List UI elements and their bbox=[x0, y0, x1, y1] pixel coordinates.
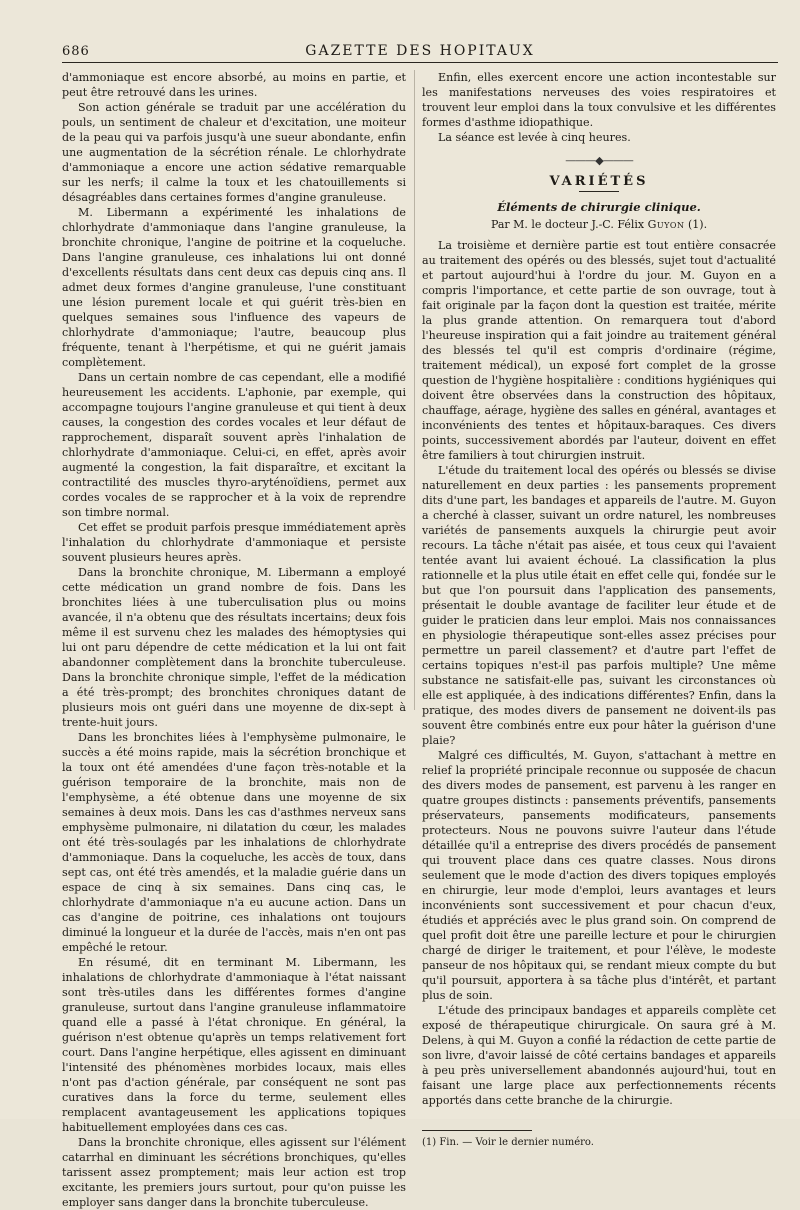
paragraph: Dans les bronchites liées à l'emphysème pulmonaire, le succès a été moins rapide, mais la sécrétion bronchique et la toux ont été amendées d'une façon très-notable et la guérison temporaire de la bronchite, mais non de l'emphysème, a été obtenue dans une moyenne de six semaines à deux mois. Dans les cas d'asthmes nerveux sans emphysème pulmonaire, ni dilatation du cœur, les malades ont été très-soulagés par les inhalations de chlorhydrate d'ammoniaque. Dans la coqueluche, les accès de toux, dans sept cas, ont été très amendés, et la maladie guérie dans un espace de cinq à six semaines. Dans cinq cas, le chlorhydrate d'ammoniaque n'a eu aucune action. Dans un cas d'angine de poitrine, ces inhalations ont toujours diminué la longueur et la durée de l'accès, mais n'en ont pas empêché le retour. bbox=[62, 731, 406, 954]
page-number: 686 bbox=[62, 44, 90, 59]
paragraph: Dans un certain nombre de cas cependant, elle a modifié heureusement les accidents. L'aphonie, par exemple, qui accompagne toujours l'angine granuleuse et qui tient à deux causes, la congestion des cordes vocales et leur défaut de rapprochement, disparaît souvent après l'inhalation de chlorhydrate d'ammoniaque. Celui-ci, en effet, après avoir augmenté la congestion, la fait disparaître, et excitant la contractilité des muscles thyro-aryténoïdiens, permet aux cordes vocales de se rapprocher et à la voix de reprendre son timbre normal. bbox=[62, 371, 406, 519]
article-title: Éléments de chirurgie clinique. bbox=[497, 200, 701, 214]
byline-note: (1). bbox=[687, 218, 708, 231]
paragraph: L'étude des principaux bandages et appareils complète cet exposé de thérapeutique chirurgicale. On saura gré à M. Delens, à qui M. Guyon a confié la rédaction de cette partie de son livre, d'avoir laissé de côté certains bandages et appareils à peu près universellement abandonnés aujourd'hui, tout en faisant une large place aux perfectionnements récents apportés dans cette branche de la chirurgie. bbox=[422, 1004, 776, 1107]
paragraph: Enfin, elles exercent encore une action incontestable sur les manifestations nerveuses des voies respiratoires et trouvent leur emploi dans la toux convulsive et les différentes formes d'asthme idiopathique. bbox=[422, 71, 776, 129]
paragraph: Dans la bronchite chronique, elles agissent sur l'élément catarrhal en diminuant les sécrétions bronchiques, qu'elles tarissent assez promptement; mais leur action est trop excitante, les premiers jours surtout, pour qu'on puisse les employer sans danger dans la bronchite tuberculeuse. bbox=[62, 1136, 406, 1209]
paragraph: Dans la bronchite chronique, M. Libermann a employé cette médication un grand nombre de fois. Dans les bronchites liées à une tuberculisation plus ou moins avancée, il n'a obtenu que des résultats incertains; deux fois même il est survenu chez les malades des hémoptysies qui lui ont paru dépendre de cette médication et la lui ont fait abandonner complètement dans la bronchite tuberculeuse. Dans la bronchite chronique simple, l'effet de la médication a été très-prompt; des bronchites chroniques datant de plusieurs mois ont guéri dans une moyenne de dix-sept à trente-huit jours. bbox=[62, 566, 406, 729]
paragraph: La troisième et dernière partie est tout entière consacrée au traitement des opérés ou des blessés, sujet tout d'actualité et partout aujourd'hui à l'ordre du jour. M. Guyon en a compris l'importance, et cette partie de son ouvrage, tout à fait originale par la façon dont la question est traitée, mérite la plus grande attention. On remarquera tout d'abord l'heureuse inspiration qui a fait joindre au traitement général des blessés tel qu'il est compris d'ordinaire (régime, traitement médical), un exposé fort complet de la grosse question de l'hygiène hospitalière : conditions hygiéniques qui doivent être observées dans la construction des hôpitaux, chauffage, aérage, hygiène des salles en général, avantages et inconvénients des tentes et hôpitaux-baraques. Ces divers points, successivement abordés par l'auteur, doivent en effet être familiers à tout chirurgien instruit. bbox=[422, 239, 776, 462]
paragraph: M. Libermann a expérimenté les inhalations de chlorhydrate d'ammoniaque dans l'angine granuleuse, la bronchite chronique, l'angine de poitrine et la coqueluche. Dans l'angine granuleuse, ces inhalations lui ont donné d'excellents résultats dans cent deux cas depuis cinq ans. Il admet deux formes d'angine granuleuse, l'une constituant une lésion purement locale et qui guérit très-bien en quelques semaines sous l'influence des vapeurs de chlorhydrate d'ammoniaque; l'autre, beaucoup plus fréquente, tenant à l'herpétisme, et qui ne guérit jamais complètement. bbox=[62, 206, 406, 369]
byline bbox=[422, 217, 776, 232]
paragraph: En résumé, dit en terminant M. Libermann, les inhalations de chlorhydrate d'ammoniaque à l'état naissant sont très-utiles dans les différentes formes d'angine granuleuse, surtout dans l'angine granuleuse inflammatoire quand elle a passé à l'état chronique. En général, la guérison n'est obtenue qu'après un temps relativement fort court. Dans l'angine herpétique, elles agissent en diminuant l'intensité des phénomènes morbides locaux, mais elles n'ont pas d'action générale, par conséquent ne sont pas curatives dans la force du terme, seulement elles remplacent avantageusement les applications topiques habituellement employées dans ces cas. bbox=[62, 956, 406, 1134]
page-header bbox=[62, 40, 778, 63]
section-title: VARIÉTÉS bbox=[549, 174, 649, 189]
column-divider bbox=[414, 70, 415, 710]
footnote: (1) Fin. — Voir le dernier numéro. bbox=[422, 1137, 594, 1148]
section-rule bbox=[579, 191, 619, 192]
ornament-separator: ———◆——— bbox=[565, 154, 633, 167]
paragraph: Cet effet se produit parfois presque immédiatement après l'inhalation du chlorhydrate d'ammoniaque et persiste souvent plusieurs heures après. bbox=[62, 521, 406, 564]
running-title: GAZETTE DES HOPITAUX bbox=[305, 43, 535, 59]
right-column bbox=[422, 70, 776, 1150]
footnote-rule bbox=[422, 1130, 532, 1131]
paragraph: Son action générale se traduit par une accélération du pouls, un sentiment de chaleur et d'excitation, une moiteur de la peau qui va parfois jusqu'à une sueur abondante, enfin une augmentation de la sécrétion rénale. Le chlorhydrate d'ammoniaque a encore une action sédative remarquable sur les nerfs; il calme la toux et les chatouillements si désagréables dans certaines formes d'angine granuleuse. bbox=[62, 101, 406, 204]
session-closing: La séance est levée à cinq heures. bbox=[438, 131, 631, 144]
paragraph: Malgré ces difficultés, M. Guyon, s'attachant à mettre en relief la propriété principale reconnue ou supposée de chacun des divers modes de pansement, est parvenu à les ranger en quatre groupes distincts : pansements préventifs, pansements préservateurs, pansements modificateurs, pansements protecteurs. Nous ne pouvons suivre l'auteur dans l'étude détaillée qu'il a entreprise des divers procédés de pansement qui trouvent place dans ces quatre classes. Nous dirons seulement que le mode d'action des divers topiques employés en chirurgie, leur mode d'emploi, leurs avantages et leurs inconvénients sont successivement et pour chacun d'eux, étudiés et appréciés avec le plus grand soin. On comprend de quel profit doit être une pareille lecture et pour le chirurgien chargé de diriger le traitement, et pour l'élève, le modeste panseur de nos hôpitaux qui, se rendant mieux compte du but qu'il poursuit, apportera à sa tâche plus d'intérêt, et partant plus de soin. bbox=[422, 749, 776, 1002]
paragraph: d'ammoniaque est encore absorbé, au moins en partie, et peut être retrouvé dans les urines. bbox=[62, 71, 406, 99]
byline-prefix: Par M. le docteur J.-C. Félix bbox=[490, 218, 645, 231]
byline-author: Guyon bbox=[647, 218, 685, 231]
left-column bbox=[62, 70, 406, 1210]
paragraph: L'étude du traitement local des opérés ou blessés se divise naturellement en deux parties : les pansements proprement dits d'une part, les bandages et appareils de l'autre. M. Guyon a cherché à classer, suivant un ordre naturel, les nombreuses variétés de pansements auxquels la chirurgie peut avoir recours. La tâche n'était pas aisée, et tous ceux qui l'avaient tentée avant lui avaient échoué. La classification la plus rationnelle et la plus utile était en effet celle qui, fondée sur le but que l'on poursuit dans l'application des pansements, présentait le double avantage de faciliter leur étude et de guider le praticien dans leur emploi. Mais nos connaissances en physiologie thérapeutique sont-elles assez précises pour permettre un pareil classement? et d'autre part l'effet de certains topiques n'est-il pas parfois multiple? Une même substance ne satisfait-elle pas, suivant les circonstances où elle est appliquée, à des indications différentes? Enfin, dans la pratique, des modes divers de pansement ne doivent-ils pas souvent être combinés entre eux pour hâter la guérison d'une plaie? bbox=[422, 464, 776, 747]
